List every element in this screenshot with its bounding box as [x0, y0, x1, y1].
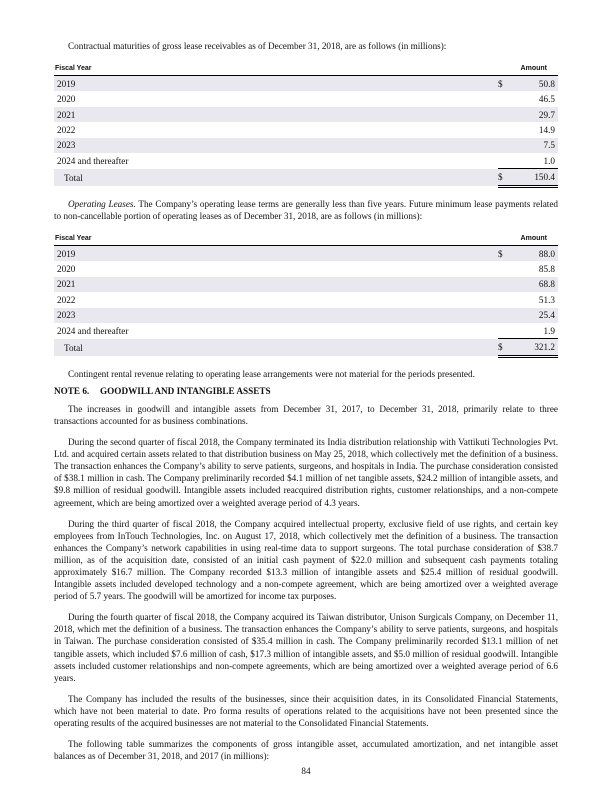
- operating-leases-caption: Operating Leases. The Company’s operating lease terms are generally less than five years. Future minimum lease payments related to non-cancellable portion of operating leases as of December 31, 2018, are as follows (in millions):: [54, 198, 558, 221]
- paragraph: The increases in goodwill and intangible assets from December 31, 2017, to December 31, 2018, primarily relate to three transactions accounted for as business combinations.: [54, 403, 558, 426]
- gross-lease-caption: Contractual maturities of gross lease receivables as of December 31, 2018, are as follows (in millions):: [68, 41, 447, 51]
- page-number: 84: [301, 766, 311, 776]
- table-row: 2024 and thereafter 1.9: [57, 325, 555, 336]
- paragraph: During the third quarter of fiscal 2018, the Company acquired intellectual property, exclusive field of use rights, and certain key employees from InTouch Technologies, Inc. on August 17, 2018, which collectively met the definition of a business. The transaction enhances the Company’s network capabilities in using real-time data to support surgeons. The total purchase consideration of $38.7 million, as of the acquisition date, consisted of an initial cash payment of $22.0 million and subsequent cash payments totaling approximately $16.7 million. The Company recorded $13.3 million of intangible assets and $25.4 million of residual goodwill. Intangible assets included developed technology and a non-compete agreement, which are being amortized over a weighted average period of 5.7 years. The goodwill will be amortized for income tax purposes.: [54, 518, 558, 602]
- col-amount: Amount: [498, 64, 558, 76]
- table-row: 2020 85.8: [57, 264, 555, 275]
- table-row: 2023 7.5: [54, 138, 558, 153]
- gross-lease-table: [54, 64, 558, 188]
- total-row: Total $ 321.2: [54, 339, 558, 356]
- table-row: 2019 $ 50.8: [54, 76, 558, 92]
- document-page: [54, 40, 558, 771]
- table-row: 2022 14.9: [57, 124, 555, 135]
- table-row: 2024 and thereafter 1.0: [57, 155, 555, 166]
- col-fiscal-year: Fiscal Year: [54, 64, 135, 76]
- note-title: GOODWILL AND INTANGIBLE ASSETS: [100, 385, 271, 396]
- table-row: 2022 51.3: [57, 294, 555, 305]
- total-row: Total $ 150.4: [54, 169, 558, 186]
- paragraph: During the second quarter of fiscal 2018, the Company terminated its India distribution relationship with Vattikuti Technologies Pvt. Ltd. and acquired certain assets related to that distribution business on May 25, 2018, which collectively met the definition of a business. The transaction enhances the Company’s ability to serve patients, surgeons, and hospitals in India. The purchase consideration consisted of $38.1 million in cash. The Company preliminarily recorded $4.1 million of net tangible assets, $24.2 million of intangible assets, and $9.8 million of residual goodwill. Intangible assets included reacquired distribution rights, customer relationships, and a non-compete agreement, which are being amortized over a weighted average period of 4.3 years.: [54, 437, 558, 508]
- table-row: 2023 25.4: [54, 308, 558, 323]
- paragraph: The Company has included the results of the businesses, since their acquisition dates, in its Consolidated Financial Statements, which have not been material to date. Pro forma results of operations related to the acquisitions have not been presented since the operating results of the acquired businesses are not material to the Consolidated Financial Statements.: [54, 693, 558, 728]
- table-row: 2020 46.5: [57, 94, 555, 105]
- col-fiscal-year: Fiscal Year: [54, 234, 135, 246]
- table-row: 2021 68.8: [54, 277, 558, 292]
- paragraph: During the fourth quarter of fiscal 2018, the Company acquired its Taiwan distributor, Unison Surgicals Company, on December 11, 2018, which met the definition of a business. The transaction enhances the Company’s ability to serve patients, surgeons, and hospitals in Taiwan. The purchase consideration consisted of $35.4 million in cash. The Company preliminarily recorded $13.1 million of net tangible assets, which included $7.6 million of cash, $17.3 million of intangible assets, and $5.0 million of residual goodwill. Intangible assets included customer relationships and non-compete agreements, which are being amortized over a weighted average period of 6.6 years.: [54, 612, 558, 683]
- table-row: 2021 29.7: [54, 107, 558, 122]
- col-amount: Amount: [498, 234, 558, 246]
- paragraph: The following table summarizes the components of gross intangible asset, accumulated amortization, and net intangible asset balances as of December 31, 2018, and 2017 (in millions):: [54, 739, 558, 762]
- section-heading: [54, 386, 558, 396]
- operating-lease-table: [54, 234, 558, 358]
- operating-leases-lead: Operating Leases.: [68, 198, 136, 209]
- note-number: NOTE 6.: [54, 385, 90, 396]
- contingent-rental-note: Contingent rental revenue relating to operating lease arrangements were not material for the periods presented.: [68, 368, 475, 379]
- table-row: 2019 $ 88.0: [54, 246, 558, 262]
